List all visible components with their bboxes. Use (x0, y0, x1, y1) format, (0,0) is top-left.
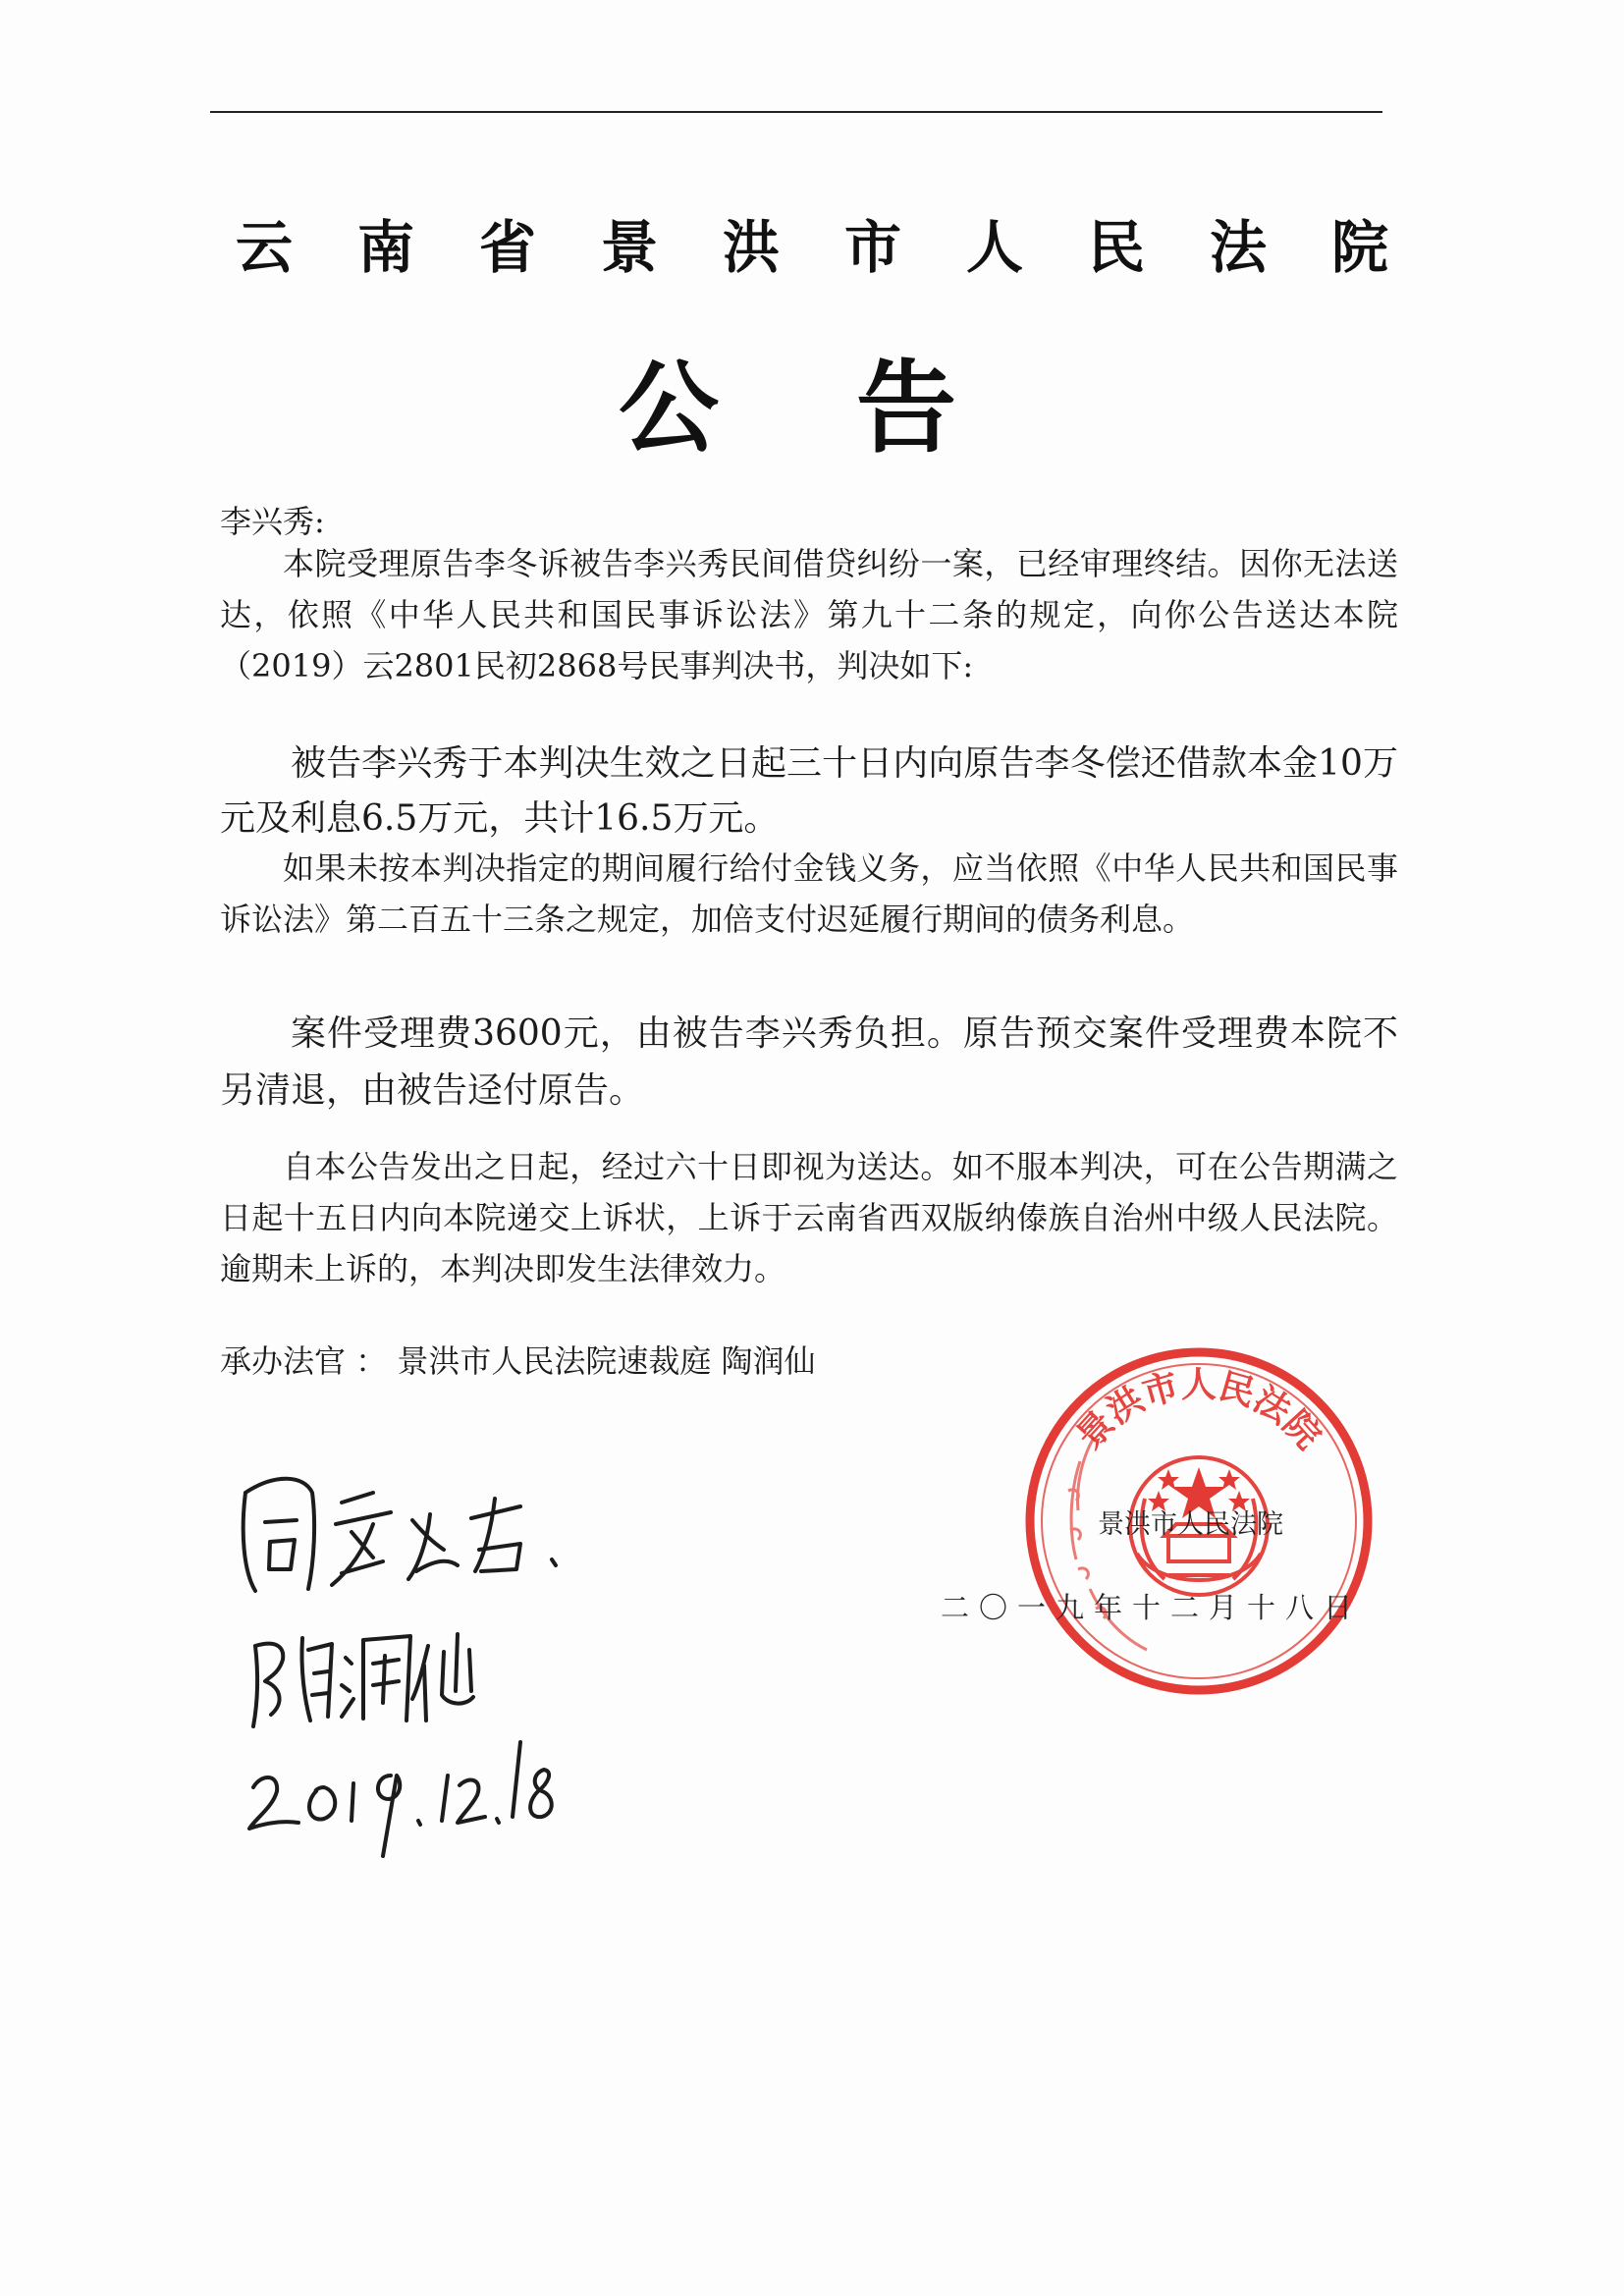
paragraph-case-fee: 案件受理费3600元，由被告李兴秀负担。原告预交案件受理费本院不另清退，由被告迳付原告。 (220, 1013, 1398, 1111)
paragraph-judgment: 被告李兴秀于本判决生效之日起三十日内向原告李冬偿还借款本金10万元及利息6.5万元，共计16.5万元。 (220, 743, 1398, 839)
judge-line: 承办法官 ： 景洪市人民法院速裁庭 陶润仙 (220, 1342, 816, 1380)
addressee: 李兴秀: (220, 503, 325, 540)
document-title: 公告 (619, 351, 1094, 467)
issuer-name: 景洪市人民法院 (1098, 1509, 1283, 1540)
paragraph-case-intro: 本院受理原告李冬诉被告李兴秀民间借贷纠纷一案，已经审理终结。因你无法送达，依照《中华人民共和国民事诉讼法》第九十二条的规定，向你公告送达本院（2019）云2801民初2868号民事判决书，判决如下: (220, 545, 1398, 684)
seal-text: 景洪市人民法院 (1069, 1364, 1328, 1457)
header-rule (210, 111, 1382, 113)
issue-date: 二〇一九年十二月十八日 (941, 1591, 1363, 1624)
handwritten-signature (226, 1463, 638, 1886)
court-name: 云南省景洪市人民法院 (236, 214, 1454, 281)
paragraph-service-appeal: 自本公告发出之日起，经过六十日即视为送达。如不服本判决，可在公告期满之日起十五日内向本院递交上诉状，上诉于云南省西双版纳傣族自治州中级人民法院。逾期未上诉的，本判决即发生法律效力。 (220, 1148, 1398, 1287)
paragraph-penalty-interest: 如果未按本判决指定的期间履行给付金钱义务，应当依照《中华人民共和国民事诉讼法》第二百五十三条之规定，加倍支付迟延履行期间的债务利息。 (220, 849, 1398, 938)
